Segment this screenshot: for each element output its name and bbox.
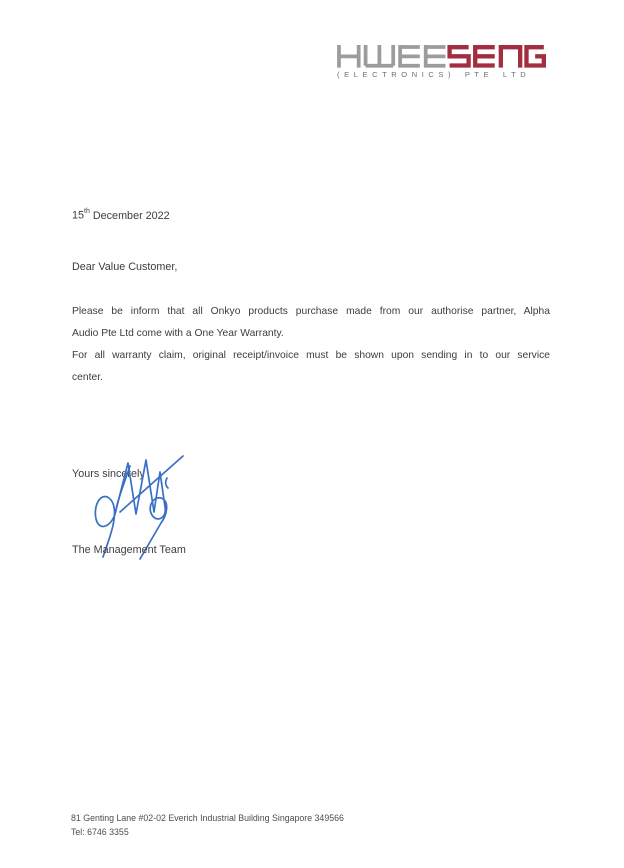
paragraph-1 bbox=[72, 301, 550, 345]
logo-letter-e2 bbox=[426, 45, 446, 68]
page-footer bbox=[71, 812, 344, 839]
date-day: 15 bbox=[72, 209, 85, 222]
logo-tagline: (ELECTRONICS) PTE LTD bbox=[337, 69, 531, 79]
logo-letter-e1 bbox=[400, 45, 420, 68]
paragraph-2-line-2: center. bbox=[72, 371, 103, 383]
logo-letter-e3 bbox=[475, 45, 495, 68]
logo-word-seng-glyphs bbox=[450, 45, 544, 68]
closing-salutation: Yours sincerely bbox=[72, 468, 145, 480]
paragraph-1-line-1: Please be inform that all Onkyo products purchase made from our authorise partner, Alpha bbox=[72, 306, 550, 317]
date-rest: December 2022 bbox=[92, 209, 170, 222]
greeting: Dear Value Customer, bbox=[72, 261, 178, 273]
logo-word-hwee-glyphs bbox=[339, 45, 445, 68]
logo-letter-s bbox=[450, 47, 469, 65]
footer-tel: Tel: 6746 3355 bbox=[71, 826, 129, 837]
paragraph-2 bbox=[72, 345, 550, 389]
signer-name: The Management Team bbox=[72, 544, 186, 556]
footer-address: 81 Genting Lane #02-02 Everich Industrial Building Singapore 349566 bbox=[71, 813, 344, 823]
hweeseng-logo bbox=[337, 45, 546, 79]
logo-letter-g bbox=[526, 47, 543, 65]
logo-letter-w bbox=[366, 45, 394, 66]
signature-tick-stroke bbox=[166, 478, 168, 488]
logo-letter-n bbox=[501, 47, 520, 68]
logo-letter-h bbox=[339, 45, 359, 68]
date-ordinal: th bbox=[84, 208, 90, 215]
letter-date bbox=[72, 209, 170, 222]
paragraph-1-line-2: Audio Pte Ltd come with a One Year Warranty. bbox=[72, 327, 284, 339]
paragraph-2-line-1: For all warranty claim, original receipt/invoice must be shown upon sending in to our service bbox=[72, 350, 550, 361]
logo-wordmark-svg bbox=[337, 45, 546, 68]
